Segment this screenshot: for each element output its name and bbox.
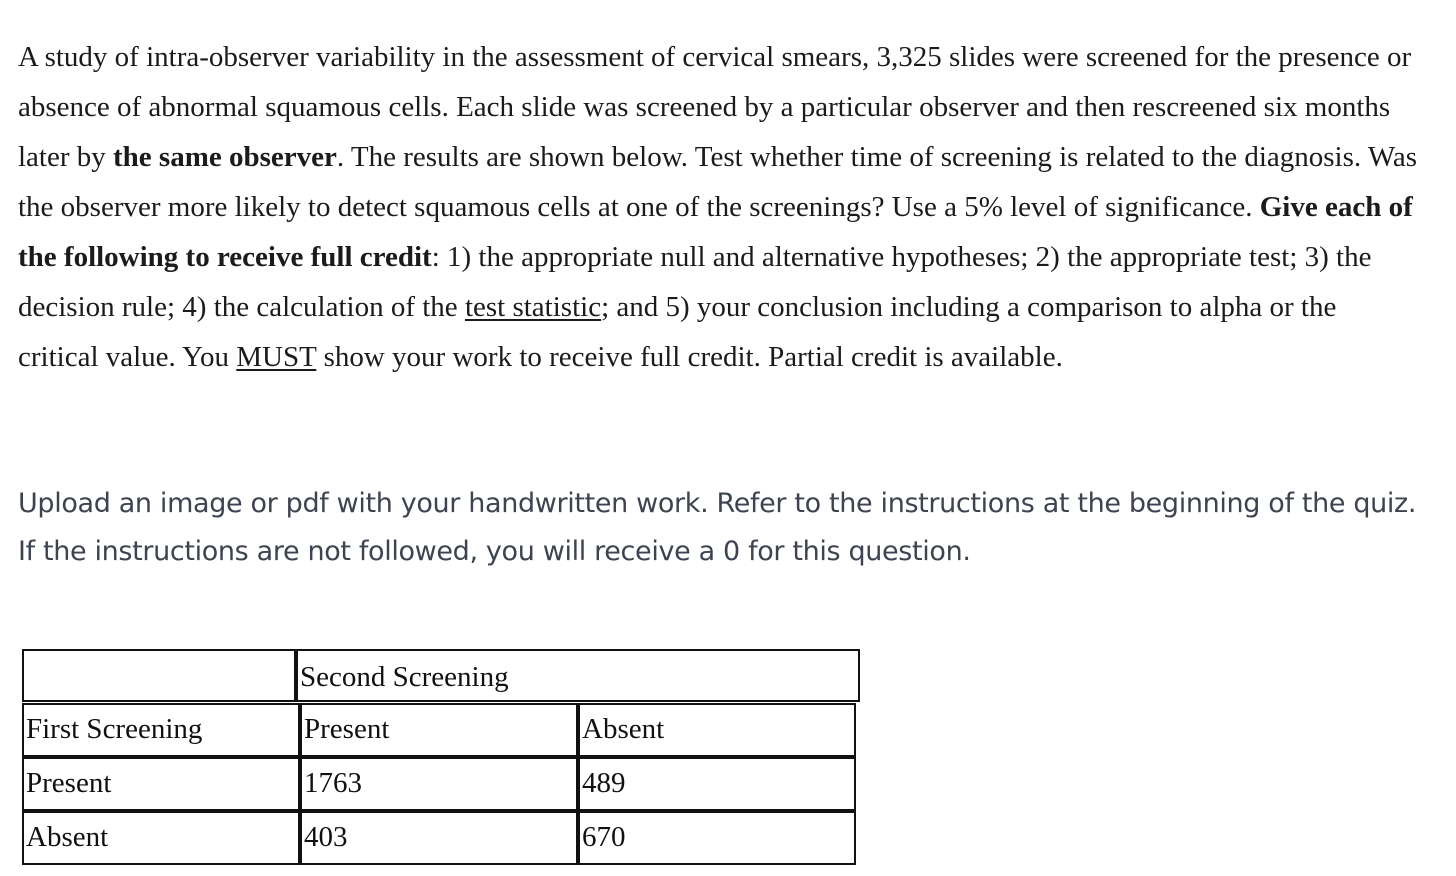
emphasis-must: MUST [236,341,317,373]
question-segment: A study of intra-observer variability in the assessment of cervical smears, 3,325 slides were screened for the presence or absence of abnormal squamous cells. Each slide was screened by a particular observer and then rescreened six months later by [18,41,1412,173]
question-segment: show your work to receive full credit. Partial credit is available. [316,341,1063,373]
question-segment: : 1) the appropriate null and alternative hypotheses; 2) the appropriate test; 3) the decision rule; 4) the calculation of the [18,241,1372,323]
table-cell: Present [22,757,300,811]
table-cell: 489 [578,757,856,811]
table-cell: First Screening [22,703,300,757]
emphasis-same-observer: the same observer [113,141,337,173]
table-cell: Absent [22,811,300,865]
emphasis-test-statistic: test statistic [464,291,602,323]
table-cell: 403 [300,811,578,865]
question-segment: . The results are shown below. Test whether time of screening is related to the diagnosis. Was the observer more likely to detect squamous cells at one of the screenings? Use a 5% level of significance. [18,141,1418,223]
table-cell: 1763 [300,757,578,811]
table-cell: 670 [578,811,856,865]
table-cell: Absent [578,703,856,757]
table-header-second-screening: Second Screening [296,649,860,702]
table-header-empty-cell [22,649,296,702]
emphasis-full-credit: Give each of the following to receive full credit [18,191,1413,273]
screening-table [22,649,860,865]
table-cell: Present [300,703,578,757]
upload-instructions: Upload an image or pdf with your handwritten work. Refer to the instructions at the beginning of the quiz. If the instructions are not followed, you will receive a 0 for this question. [18,488,1417,567]
question-text [18,32,1418,382]
question-segment: ; and 5) your conclusion including a comparison to alpha or the critical value. You [18,291,1337,373]
